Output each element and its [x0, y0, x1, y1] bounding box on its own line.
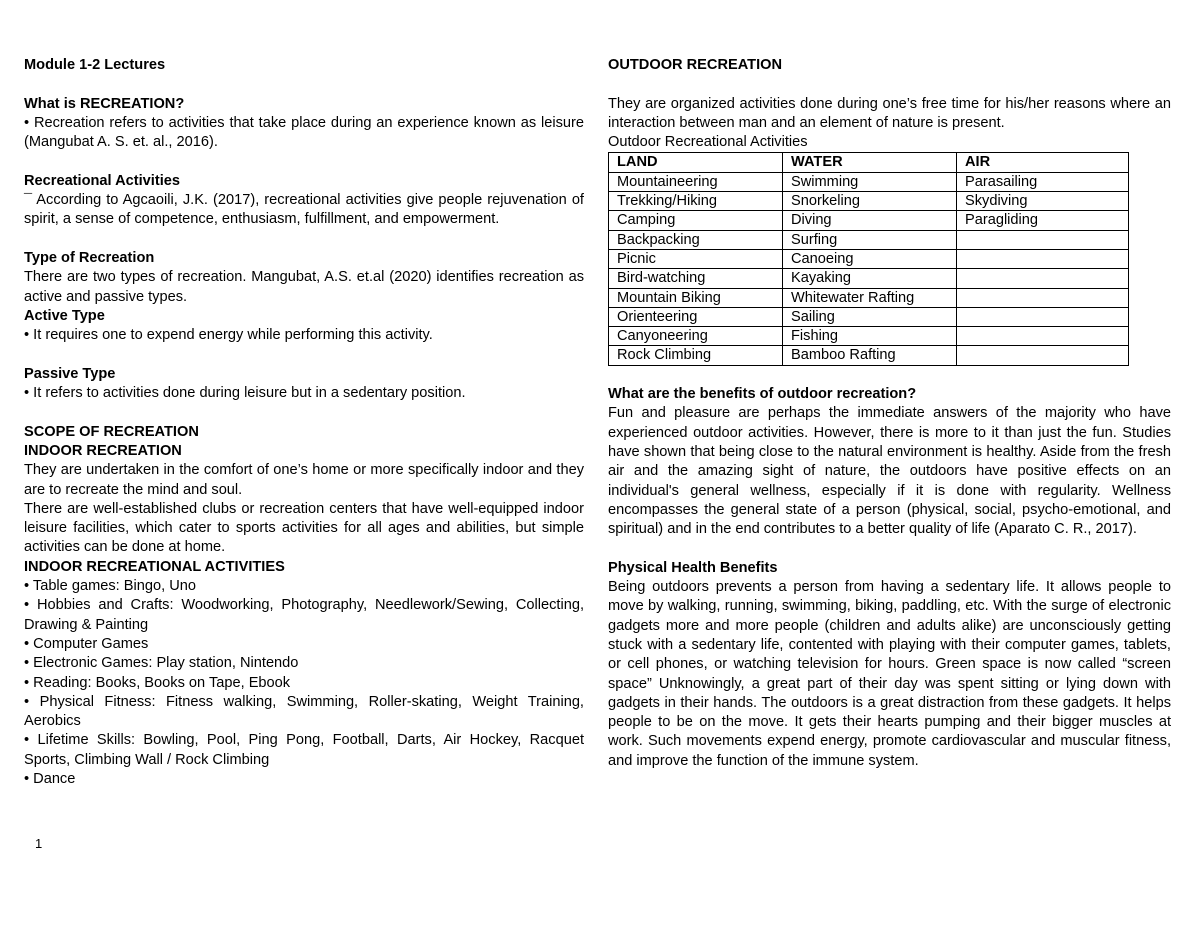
list-item: • Dance	[24, 770, 76, 787]
list-item: • Table games: Bingo, Uno	[24, 578, 196, 595]
recreational-activities-heading: Recreational Activities	[24, 172, 180, 189]
table-cell: Sailing	[783, 307, 957, 326]
table-cell: Skydiving	[957, 192, 1129, 211]
header-air: AIR	[957, 153, 1129, 172]
recreational-activities-text: ¯ According to Agcaoili, J.K. (2017), recreational activities give people rejuvenation of spirit, a sense of competence, enthusiasm, fulfillment, and empowerment.	[24, 192, 584, 228]
table-cell: Mountain Biking	[609, 288, 783, 307]
table-row	[609, 230, 1129, 249]
table-cell: Surfing	[783, 230, 957, 249]
physical-health-heading: Physical Health Benefits	[608, 559, 778, 576]
list-item: • Computer Games	[24, 635, 149, 652]
page-number: 1	[35, 836, 43, 851]
module-title: Module 1-2 Lectures	[24, 57, 166, 73]
benefits-heading: What are the benefits of outdoor recreation?	[608, 386, 917, 403]
table-row	[609, 249, 1129, 268]
table-cell: Kayaking	[783, 269, 957, 288]
table-caption: Outdoor Recreational Activities	[608, 134, 808, 151]
indoor-recreation-text-2: There are well-established clubs or recreation centers that have well-equipped indoor leisure facilities, which cater to sports activities for all ages and abilities, but simple activities can be done at home.	[24, 500, 584, 556]
table-row	[609, 307, 1129, 326]
table-cell: Bamboo Rafting	[783, 346, 957, 365]
table-cell: Camping	[609, 211, 783, 230]
list-item: • Reading: Books, Books on Tape, Ebook	[24, 674, 291, 691]
passive-type-heading: Passive Type	[24, 365, 116, 382]
left-column	[24, 56, 584, 789]
table-cell: Orienteering	[609, 307, 783, 326]
table-cell: Backpacking	[609, 230, 783, 249]
outdoor-recreation-text: They are organized activities done during one’s free time for his/her reasons where an interaction between man and an element of nature is present.	[608, 95, 1171, 131]
table-cell: Picnic	[609, 249, 783, 268]
outdoor-activities-table	[608, 152, 1129, 365]
header-water: WATER	[783, 153, 957, 172]
table-row	[609, 211, 1129, 230]
table-cell: Swimming	[783, 172, 957, 191]
table-cell	[957, 307, 1129, 326]
table-cell: Rock Climbing	[609, 346, 783, 365]
table-cell: Fishing	[783, 327, 957, 346]
active-type-heading: Active Type	[24, 307, 105, 324]
table-cell	[957, 230, 1129, 249]
table-row	[609, 327, 1129, 346]
table-cell	[957, 249, 1129, 268]
table-header-row	[609, 153, 1129, 172]
indoor-recreation-text-1: They are undertaken in the comfort of one’s home or more specifically indoor and they are to recreate the mind and soul.	[24, 462, 584, 498]
table-cell: Trekking/Hiking	[609, 192, 783, 211]
table-row	[609, 288, 1129, 307]
table-cell: Bird-watching	[609, 269, 783, 288]
table-row	[609, 269, 1129, 288]
scope-heading: SCOPE OF RECREATION	[24, 423, 199, 440]
table-cell	[957, 269, 1129, 288]
table-cell: Mountaineering	[609, 172, 783, 191]
list-item: • Electronic Games: Play station, Nintendo	[24, 655, 299, 672]
benefits-text: Fun and pleasure are perhaps the immediate answers of the majority who have experienced outdoor activities. However, there is more to it than just the fun. Studies have shown that being close to the natural environment is healthy. Aside from the fresh air and the amazing sight of nature, the outdoors have positive effects on an individual's general wellness, especially if it is done with regularity. Wellness encompasses the general state of a person (physical, social, psycho-emotional, and spiritual) and in the end contributes to a better quality of life (Aparato C. R., 2017).	[608, 405, 1171, 538]
table-cell: Snorkeling	[783, 192, 957, 211]
header-land: LAND	[609, 153, 783, 172]
table-cell: Whitewater Rafting	[783, 288, 957, 307]
what-is-recreation-heading: What is RECREATION?	[24, 95, 185, 112]
table-cell: Canyoneering	[609, 327, 783, 346]
right-column	[608, 56, 1171, 771]
list-item: • Hobbies and Crafts: Woodworking, Photography, Needlework/Sewing, Collecting, Drawing & Painting	[24, 597, 584, 633]
indoor-activities-heading: INDOOR RECREATIONAL ACTIVITIES	[24, 558, 285, 575]
table-row	[609, 172, 1129, 191]
table-cell	[957, 346, 1129, 365]
list-item: • Physical Fitness: Fitness walking, Swimming, Roller-skating, Weight Training, Aerobics	[24, 693, 584, 730]
table-cell: Canoeing	[783, 249, 957, 268]
type-of-recreation-heading: Type of Recreation	[24, 249, 155, 266]
indoor-recreation-heading: INDOOR RECREATION	[24, 442, 182, 459]
table-row	[609, 192, 1129, 211]
physical-health-text: Being outdoors prevents a person from having a sedentary life. It allows people to move by walking, running, swimming, biking, paddling, etc. With the surge of electronic gadgets more and more people (children and adults alike) are unconsciously getting stuck with a sedentary life, contented with playing with their computer games, tablets, or cell phones, or watching television for hours. Green space is now called “screen space” Unknowingly, a great part of their day was spent sitting or lying down with gadgets in their hands. The outdoors is a great distraction from these gadgets. It helps people to be on the move. It gets their hearts pumping and their bigger muscles at work. Such movements expend energy, promote cardiovascular and muscular fitness, and improve the function of the immune system.	[608, 579, 1171, 769]
table-row	[609, 346, 1129, 365]
table-cell: Paragliding	[957, 211, 1129, 230]
what-is-recreation-text: • Recreation refers to activities that take place during an experience known as leisure (Mangubat A. S. et. al., 2016).	[24, 114, 584, 151]
table-cell: Parasailing	[957, 172, 1129, 191]
type-of-recreation-text: There are two types of recreation. Mangubat, A.S. et.al (2020) identifies recreation as active and passive types.	[24, 269, 584, 305]
passive-type-text: • It refers to activities done during leisure but in a sedentary position.	[24, 385, 466, 402]
outdoor-recreation-heading: OUTDOOR RECREATION	[608, 57, 783, 73]
table-cell: Diving	[783, 211, 957, 230]
table-cell	[957, 288, 1129, 307]
active-type-text: • It requires one to expend energy while performing this activity.	[24, 327, 433, 344]
list-item: • Lifetime Skills: Bowling, Pool, Ping Pong, Football, Darts, Air Hockey, Racquet Sports, Climbing Wall / Rock Climbing	[24, 732, 584, 768]
table-cell	[957, 327, 1129, 346]
